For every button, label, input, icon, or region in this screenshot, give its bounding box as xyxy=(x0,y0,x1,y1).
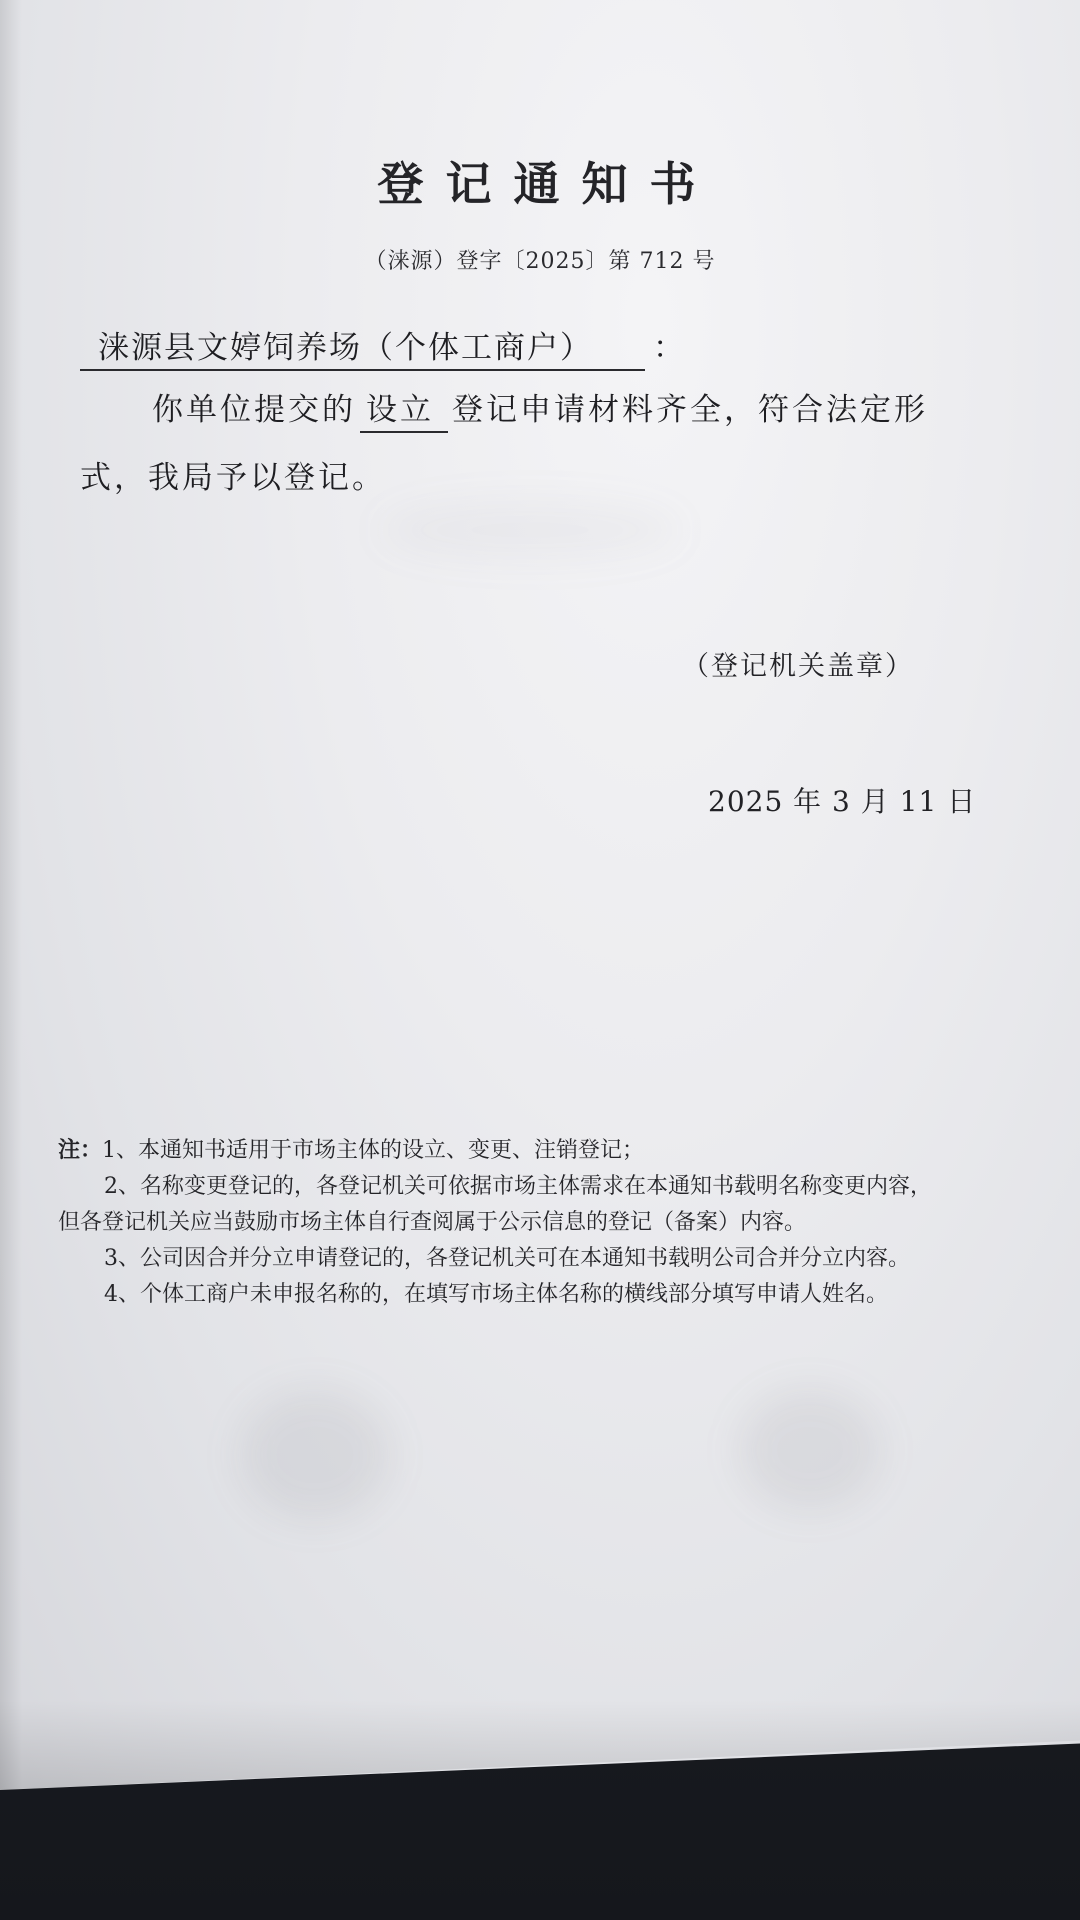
body-line-2: 式，我局予以登记。 xyxy=(80,460,386,496)
body-text-after: 登记申请材料齐全，符合法定形 xyxy=(452,392,928,428)
notes-section xyxy=(58,1132,1048,1313)
note-item-2-line-1: 2、名称变更登记的，各登记机关可依据市场主体需求在本通知书载明名称变更内容， xyxy=(104,1174,932,1199)
addressee-line xyxy=(80,322,686,371)
document-number: （涞源）登字〔2025〕第 712 号 xyxy=(364,249,716,274)
note-item-1-text: 1、本通知书适用于市场主体的设立、变更、注销登记； xyxy=(102,1138,645,1163)
addressee-colon: ： xyxy=(653,330,686,366)
note-item-4: 4、个体工商户未申报名称的，在填写市场主体名称的横线部分填写申请人姓名。 xyxy=(104,1282,888,1307)
print-smudge xyxy=(380,500,680,560)
note-item-3: 3、公司因合并分立申请登记的，各登记机关可在本通知书载明公司合并分立内容。 xyxy=(104,1246,910,1271)
print-smudge xyxy=(740,1390,880,1510)
issue-date: 2025 年 3 月 11 日 xyxy=(708,785,977,818)
note-item-2-line-2: 但各登记机关应当鼓励市场主体自行查阅属于公示信息的登记（备案）内容。 xyxy=(58,1210,807,1235)
document-title: 登记通知书 xyxy=(377,157,718,211)
notes-prefix: 注： xyxy=(58,1137,103,1163)
addressee-name: 涞源县文婷饲养场（个体工商户） xyxy=(80,322,645,371)
registration-type-field: 设立 xyxy=(360,384,448,433)
print-smudge xyxy=(240,1390,390,1520)
note-item-1 xyxy=(58,1132,1048,1169)
body-text-before: 你单位提交的 xyxy=(152,392,356,428)
seal-placeholder: （登记机关盖章） xyxy=(682,651,914,682)
body-line-1 xyxy=(152,384,928,433)
